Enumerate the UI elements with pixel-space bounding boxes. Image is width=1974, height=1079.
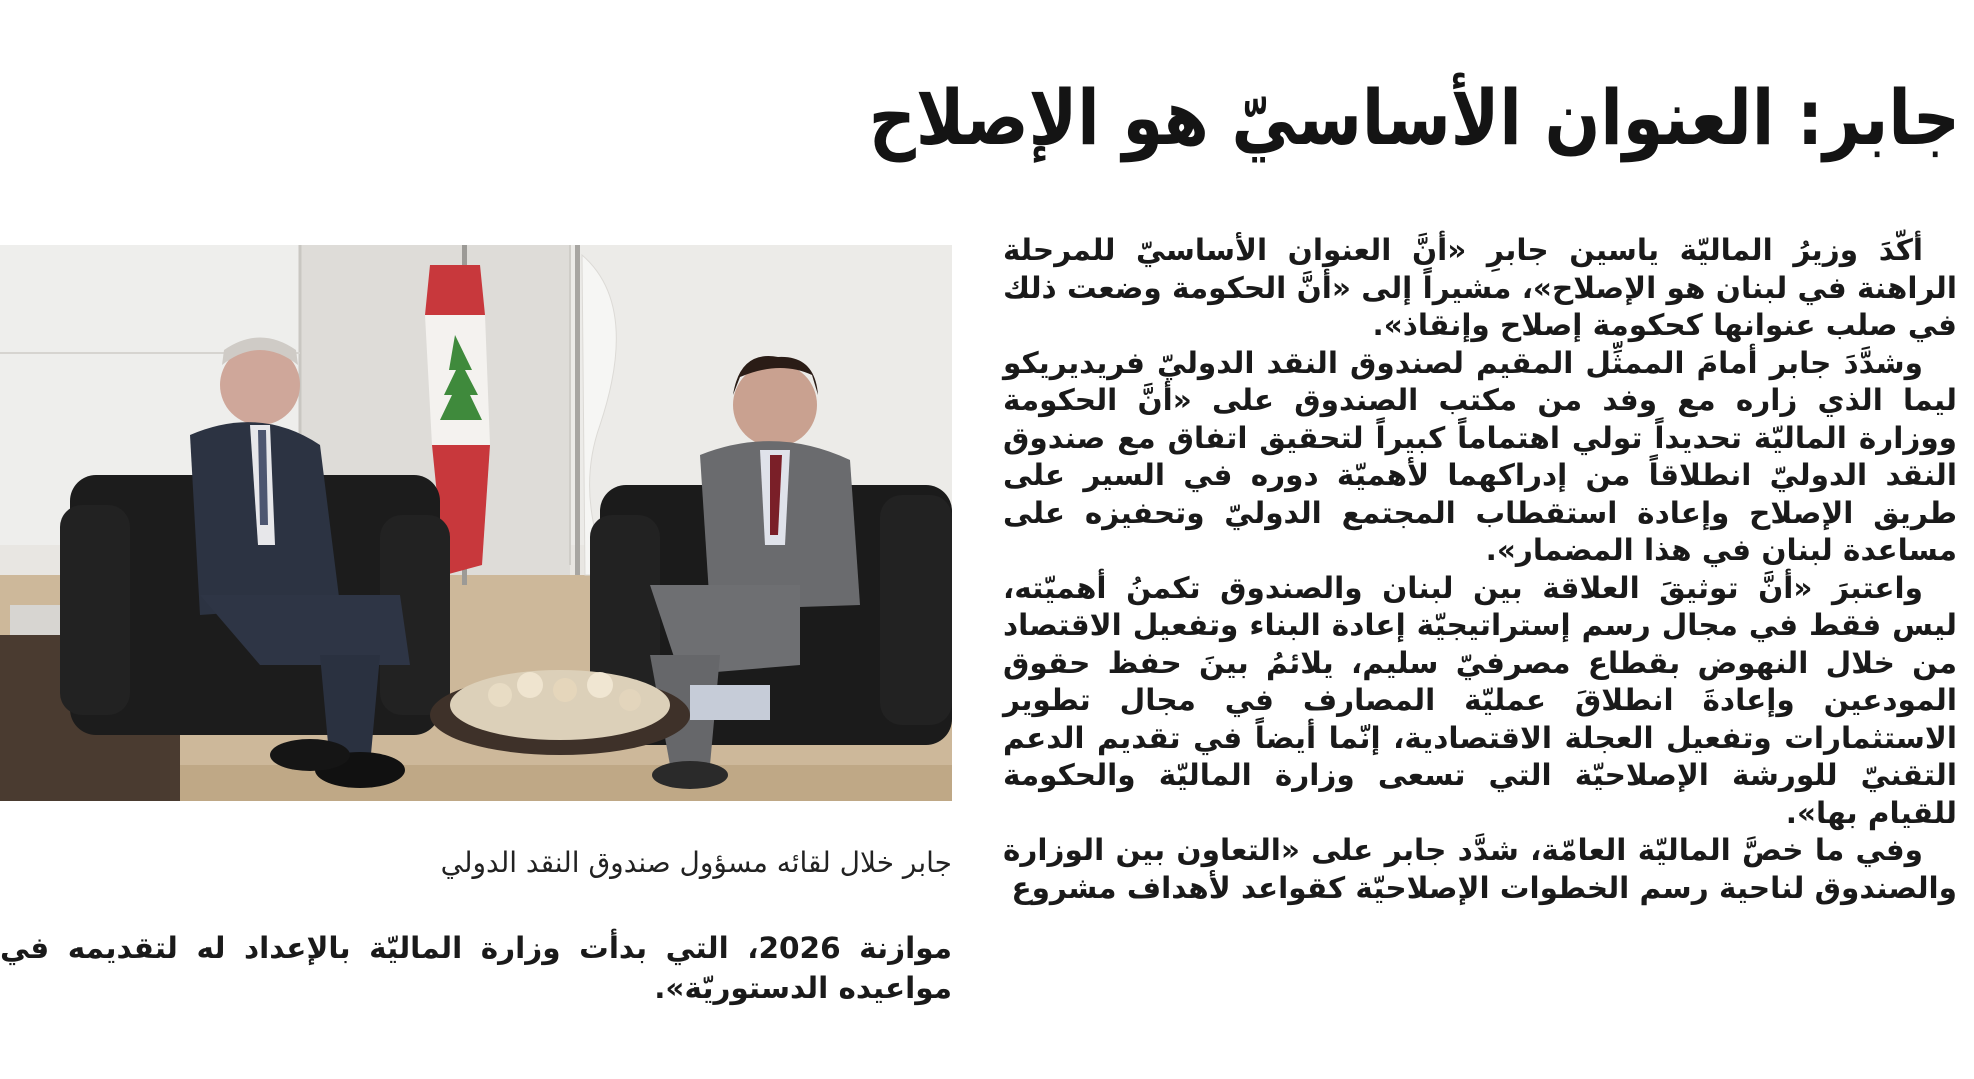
- article-paragraph-1: أكّدَ وزيرُ الماليّة ياسين جابرِ «أنَّ العنوان الأساسيّ للمرحلة الراهنة في لبنان هو الإصلاح»، مشيراً إلى «أنَّ الحكومة وضعت ذلك في صلب عنوانها كحكومة إصلاح وإنقاذ».: [1003, 233, 1957, 342]
- article-headline: جابر: العنوان الأساسيّ هو الإصلاح: [868, 73, 1960, 162]
- article-paragraph-3: واعتبرَ «أنَّ توثيقَ العلاقة بين لبنان والصندوق تكمنُ أهميّته، ليس فقط في مجال رسم إستراتيجيّة إعادة البناء وتفعيل الاقتصاد من خلال النهوض بقطاع مصرفيّ سليم، يلائمُ بينَ حفظ حقوق المودعين وإعادةَ انطلاقَ عمليّة المصارف في مجال تطوير الاستثمارات وتفعيل العجلة الاقتصادية، إنّما أيضاً في تقديم الدعم التقنيّ للورشة الإصلاحيّة التي تسعى وزارة الماليّة والحكومة للقيام بها».: [1003, 570, 1957, 830]
- article-paragraph-2: وشدَّدَ جابر أمامَ الممثِّل المقيم لصندوق النقد الدوليّ فريديريكو ليما الذي زاره مع وفد من مكتب الصندوق على «أنَّ الحكومة ووزارة الماليّة تحديداً تولي اهتماماً كبيراً لتحقيق اتفاق مع صندوق النقد الدوليّ انطلاقاً من إدراكهما لأهميّة دوره في السير على طريق الإصلاح وإعادة استقطاب المجتمع الدوليّ وتحفيزه على مساعدة لبنان في هذا المضمار».: [1003, 345, 1957, 567]
- article-continuation: موازنة 2026، التي بدأت وزارة الماليّة بالإعداد له لتقديمه في مواعيده الدستوريّة».: [0, 931, 952, 1005]
- article-body: [1003, 232, 1957, 907]
- article-paragraph-4: وفي ما خصَّ الماليّة العامّة، شدَّد جابر على «التعاون بين الوزارة والصندوق لناحية رسم الخطوات الإصلاحيّة كقواعد لأهداف مشروع: [1003, 833, 1957, 905]
- meeting-photo-illustration: [0, 245, 952, 801]
- photo-caption: جابر خلال لقائه مسؤول صندوق النقد الدولي: [440, 846, 952, 879]
- meeting-photo: [0, 245, 952, 801]
